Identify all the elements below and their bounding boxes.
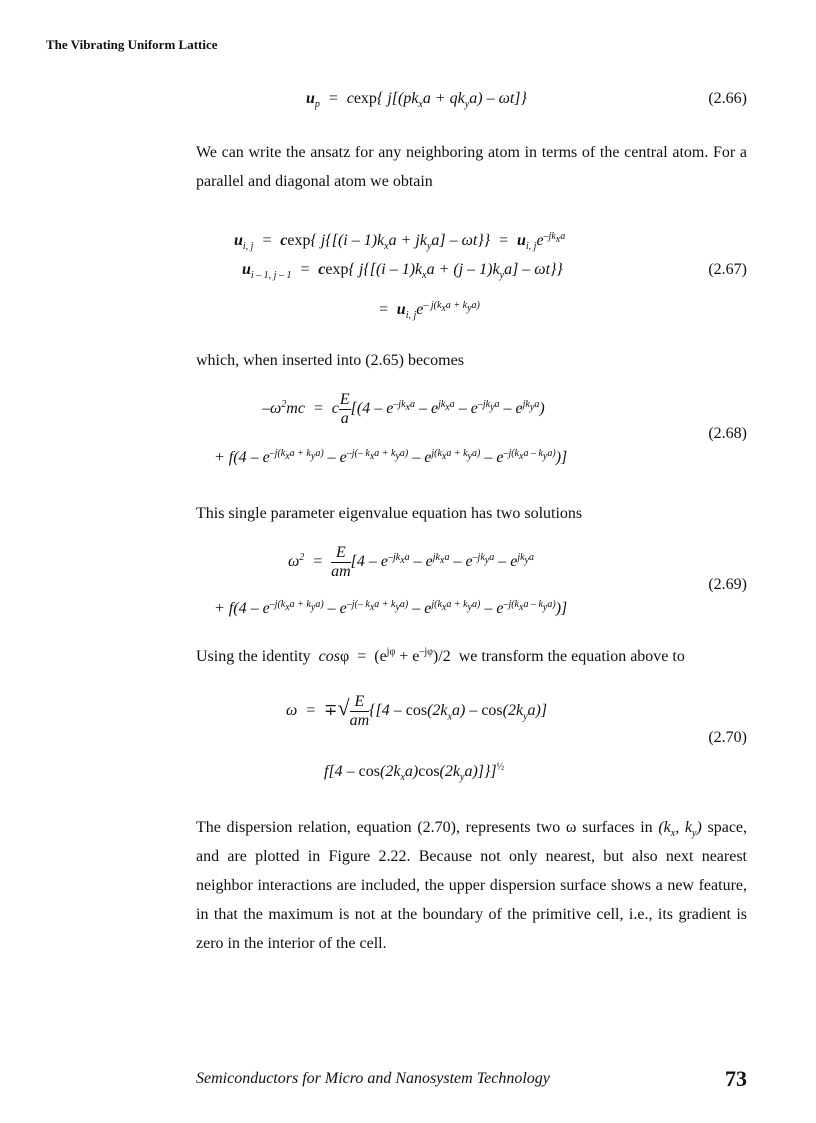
identity-continuation-text: we transform the equation above to (458, 648, 685, 665)
page-number: 73 (725, 1066, 747, 1091)
equation-2-67: $u_{i, j} = cexp${ $j\{[(i - 1)k_xa + jk_ya] - \omega t\}\} = u_{i, j}e^{-jk_xa}$ $u_{i - 1, j - 1} = cexp${ $j\{[(i - 1)k_xa + (j - 1)k_ya] - \omega t\}$} = $u_{i, j}e^{- j(k_xa + k_ya)}$ (2.67) (234, 230, 747, 322)
paragraph-eigenvalue: This single parameter eigenvalue equation has two solutions (196, 505, 583, 522)
equation-2-70: ω = ∓√ $\frac{E}{am}$ {$[4 - \cos(2k_xa) - \cos(2k_ya)]$ $f[4 - \cos(2k_xa)\cos(2k_ya)]\}]^{\frac{1}{2}}$ (2.70) (286, 693, 747, 784)
equation-number: (2.67) (708, 261, 747, 278)
equation-number: (2.69) (708, 576, 747, 593)
dispersion-text-start: The dispersion relation, equation (2.70), represents two ω surfaces in (196, 819, 653, 836)
identity-intro-text: Using the identity (196, 648, 311, 665)
equation-number: (2.68) (708, 425, 747, 442)
paragraph-identity: Using the identity $\cos\varphi = (e^{j\varphi} + e^{-j\varphi})/2$ we transform the equation above to (196, 646, 685, 665)
paragraph-dispersion: The dispersion relation, equation (2.70), represents two ω surfaces in ($k_x$, $k_y$) space, and are plotted in Figure 2.22. Because not only nearest, but also next nearest neighbor interactions are included, the upper dispersion surface shows a new feature, in that the maximum is not at the boundary of the primitive cell, i.e., its gradient is zero in the interior of the cell. (196, 819, 748, 952)
equation-number: (2.66) (708, 90, 747, 107)
equation-2-66: $u_p = cexp${ $j[(pk_xa + qk_ya) - \omega t]$} (2.66) (306, 90, 747, 111)
running-head: The Vibrating Uniform Lattice (46, 37, 218, 52)
equation-number: (2.70) (708, 729, 747, 746)
paragraph-inserted: which, when inserted into (2.65) becomes (196, 352, 464, 369)
paragraph-ansatz: We can write the ansatz for any neighboring atom in terms of the central atom. For a parallel and diagonal atom we obtain (196, 144, 747, 190)
equation-2-68: $-\omega^2mc = c$ $\frac{E}{a}$ [$(4 - e^{-jk_xa} - e^{jk_xa} - e^{-jk_ya} - e^{jk_ya})$ + $f(4 - e^{-j(k_xa + k_ya)} - e^{-j(- k_xa + k_ya)} - e^{j(k_xa + k_ya)} - e^{-j(k_xa - k_ya)})$] (2.68) (214, 391, 747, 466)
dispersion-text-rest: space, and are plotted in Figure 2.22. Because not only nearest, but also next nearest neighbor interactions are included, the upper dispersion surface shows a new feature, in that the maximum is not at the boundary of the primitive cell, i.e., its gradient is zero in the interior of the cell. (196, 819, 748, 952)
page-body (196, 90, 747, 958)
equation-2-69: $\omega^2$ = $\frac{E}{am}$ [$4 - e^{-jk_xa} - e^{jk_xa} - e^{-jk_ya} - e^{jk_ya}$ + $f(4 - e^{-j(k_xa + k_ya)} - e^{-j(- k_xa + k_ya)} - e^{j(k_xa + k_ya)} - e^{-j(k_xa - k_ya)})$] (2.69) (214, 544, 747, 617)
footer-book-title: Semiconductors for Micro and Nanosystem Technology (196, 1070, 550, 1087)
